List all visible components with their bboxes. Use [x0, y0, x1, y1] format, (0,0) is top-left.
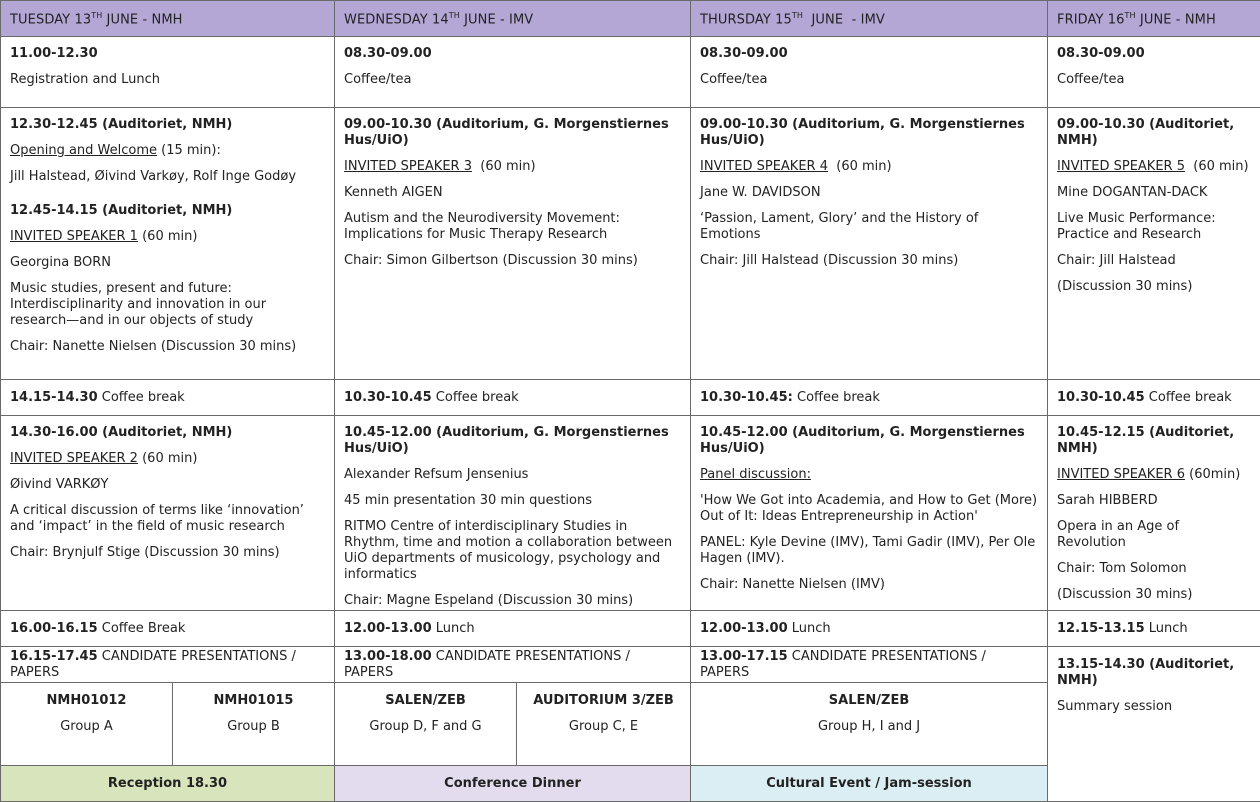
wed-room-1: SALEN/ZEB Group D, F and G — [335, 683, 517, 766]
day-header-thursday: THURSDAY 15TH JUNE - IMV — [691, 1, 1048, 37]
second-session-row — [1, 416, 1260, 611]
wed-ritmo-session: 10.45-12.00 (Auditorium, G. Morgenstiernes Hus/UiO) Alexander Refsum Jensenius 45 min presentation 30 min questions RITMO Centre of interdisciplinary Studies in Rhythm, time and motion a collaboration between UiO departments of musicology, psychology and informatics Chair: Magne Espeland (Discussion 30 mins) — [335, 416, 691, 611]
panel-discussion-link[interactable]: Panel discussion: — [700, 467, 811, 482]
day-header-friday: FRIDAY 16TH JUNE - NMH — [1048, 1, 1260, 37]
tue-reception: Reception 18.30 — [1, 766, 335, 802]
tue-registration: 11.00-12.30 Registration and Lunch — [1, 37, 335, 108]
fri-summary-session: 13.15-14.30 (Auditoriet, NMH) Summary session — [1048, 647, 1260, 802]
tue-candidate-presentations: 16.15-17.45 CANDIDATE PRESENTATIONS / PAPERS — [1, 647, 335, 683]
tue-room-1: NMH01012 Group A — [1, 683, 173, 766]
invited-speaker-3-link[interactable]: INVITED SPEAKER 3 — [344, 159, 472, 174]
tue-coffee-break: 14.15-14.30 Coffee break — [1, 380, 335, 416]
invited-speaker-2-link[interactable]: INVITED SPEAKER 2 — [10, 451, 138, 466]
day-header-tuesday: TUESDAY 13TH JUNE - NMH — [1, 1, 335, 37]
wed-room-2: AUDITORIUM 3/ZEB Group C, E — [517, 683, 691, 766]
morning-row — [1, 37, 1260, 108]
thu-cultural-event: Cultural Event / Jam-session — [691, 766, 1048, 802]
tue-room-2: NMH01015 Group B — [173, 683, 335, 766]
wed-candidate-presentations: 13.00-18.00 CANDIDATE PRESENTATIONS / PAPERS — [335, 647, 691, 683]
fri-speaker-5: 09.00-10.30 (Auditoriet, NMH) INVITED SPEAKER 5 (60 min) Mine DOGANTAN-DACK Live Music Performance: Practice and Research Chair: Jill Halstead (Discussion 30 mins) — [1048, 108, 1260, 380]
invited-speaker-6-link[interactable]: INVITED SPEAKER 6 — [1057, 467, 1185, 482]
fri-coffee-break: 10.30-10.45 Coffee break — [1048, 380, 1260, 416]
lunch-row — [1, 611, 1260, 647]
day-header-row — [1, 1, 1260, 37]
opening-link[interactable]: Opening and Welcome — [10, 143, 157, 158]
thu-coffee-break: 10.30-10.45: Coffee break — [691, 380, 1048, 416]
thu-panel-discussion: 10.45-12.00 (Auditorium, G. Morgenstiernes Hus/UiO) Panel discussion: 'How We Got into Academia, and How to Get (More) Out of It: Ideas Entrepreneurship in Action' PANEL: Kyle Devine (IMV), Tami Gadir (IMV), Per Ole Hagen (IMV). Chair: Nanette Nielsen (IMV) — [691, 416, 1048, 611]
invited-speaker-4-link[interactable]: INVITED SPEAKER 4 — [700, 159, 828, 174]
wed-coffee-break: 10.30-10.45 Coffee break — [335, 380, 691, 416]
wed-coffee: 08.30-09.00 Coffee/tea — [335, 37, 691, 108]
tue-opening-and-speaker-1: 12.30-12.45 (Auditoriet, NMH) Opening and Welcome (15 min): Jill Halstead, Øivind Varkøy, Rolf Inge Godøy 12.45-14.15 (Auditoriet, NMH) INVITED SPEAKER 1 (60 min) Georgina BORN Music studies, present and future: Interdisciplinarity and innovation in our research—and in our objects of study Chair: Nanette Nielsen (Discussion 30 mins) — [1, 108, 335, 380]
thu-candidate-presentations: 13.00-17.15 CANDIDATE PRESENTATIONS / PAPERS — [691, 647, 1048, 683]
fri-coffee: 08.30-09.00 Coffee/tea — [1048, 37, 1260, 108]
thu-lunch: 12.00-13.00 Lunch — [691, 611, 1048, 647]
tue-coffee-break-2: 16.00-16.15 Coffee Break — [1, 611, 335, 647]
fri-speaker-6: 10.45-12.15 (Auditoriet, NMH) INVITED SPEAKER 6 (60min) Sarah HIBBERD Opera in an Age of Revolution Chair: Tom Solomon (Discussion 30 mins) — [1048, 416, 1260, 611]
invited-speaker-5-link[interactable]: INVITED SPEAKER 5 — [1057, 159, 1185, 174]
fri-lunch: 12.15-13.15 Lunch — [1048, 611, 1260, 647]
thu-coffee: 08.30-09.00 Coffee/tea — [691, 37, 1048, 108]
day-header-wednesday: WEDNESDAY 14TH JUNE - IMV — [335, 1, 691, 37]
tue-speaker-2: 14.30-16.00 (Auditoriet, NMH) INVITED SPEAKER 2 (60 min) Øivind VARKØY A critical discussion of terms like ‘innovation’ and ‘impact’ in the field of music research Chair: Brynjulf Stige (Discussion 30 mins) — [1, 416, 335, 611]
invited-speaker-1-link[interactable]: INVITED SPEAKER 1 — [10, 229, 138, 244]
candidate-presentations-row — [1, 647, 1260, 683]
wed-speaker-3: 09.00-10.30 (Auditorium, G. Morgenstiernes Hus/UiO) INVITED SPEAKER 3 (60 min) Kenneth AIGEN Autism and the Neurodiversity Movement: Implications for Music Therapy Research Chair: Simon Gilbertson (Discussion 30 mins) — [335, 108, 691, 380]
coffee-break-row — [1, 380, 1260, 416]
thu-room-1: SALEN/ZEB Group H, I and J — [691, 683, 1048, 766]
first-session-row — [1, 108, 1260, 380]
thu-speaker-4: 09.00-10.30 (Auditorium, G. Morgenstiernes Hus/UiO) INVITED SPEAKER 4 (60 min) Jane W. DAVIDSON ‘Passion, Lament, Glory’ and the History of Emotions Chair: Jill Halstead (Discussion 30 mins) — [691, 108, 1048, 380]
wed-conference-dinner: Conference Dinner — [335, 766, 691, 802]
wed-lunch: 12.00-13.00 Lunch — [335, 611, 691, 647]
